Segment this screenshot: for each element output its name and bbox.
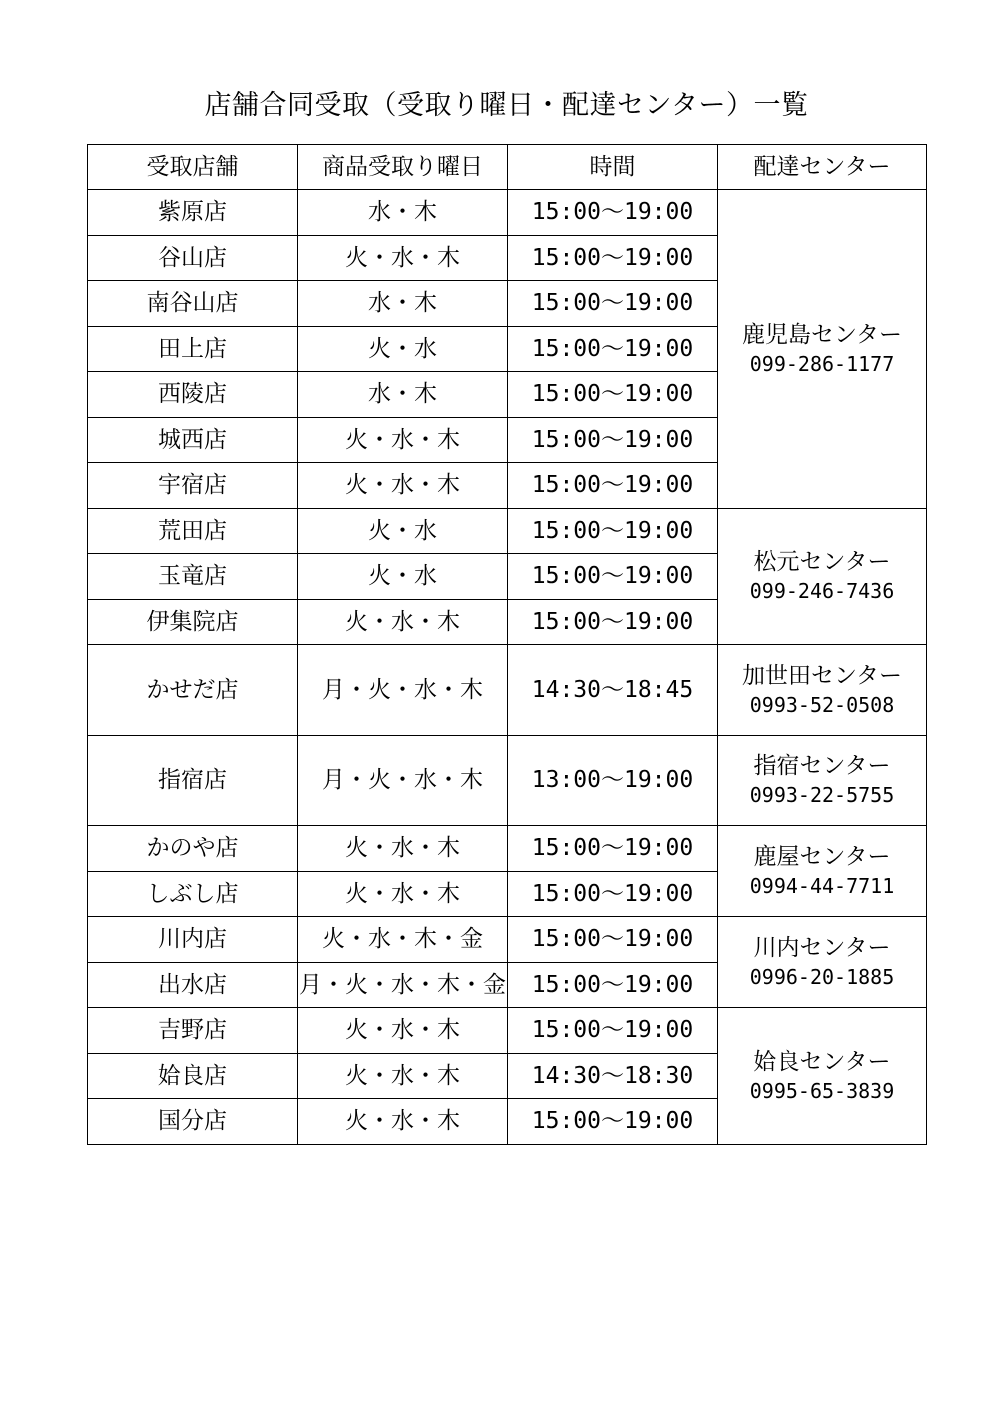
pickup-days: 火・水・木: [298, 1053, 508, 1099]
pickup-time: 15:00〜19:00: [508, 962, 718, 1008]
store-name: 荒田店: [88, 508, 298, 554]
pickup-days: 水・木: [298, 190, 508, 236]
pickup-days: 月・火・水・木: [298, 735, 508, 826]
table-row: [88, 735, 927, 826]
store-name: 田上店: [88, 326, 298, 372]
pickup-days: 火・水: [298, 554, 508, 600]
store-name: 川内店: [88, 917, 298, 963]
pickup-time: 13:00〜19:00: [508, 735, 718, 826]
header-store: 受取店舗: [88, 145, 298, 190]
pickup-time: 15:00〜19:00: [508, 508, 718, 554]
center-tel: 0996-20-1885: [749, 965, 895, 989]
center-cell: [718, 190, 927, 509]
pickup-days: 火・水・木: [298, 417, 508, 463]
store-name: 西陵店: [88, 372, 298, 418]
store-name: 出水店: [88, 962, 298, 1008]
center-tel: 0993-22-5755: [749, 783, 895, 808]
pickup-time: 15:00〜19:00: [508, 417, 718, 463]
pickup-days: 火・水・木: [298, 1008, 508, 1054]
pickup-days: 火・水・木: [298, 826, 508, 872]
pickup-time: 15:00〜19:00: [508, 826, 718, 872]
header-center: 配達センター: [718, 145, 927, 190]
store-name: 国分店: [88, 1099, 298, 1145]
store-name: 姶良店: [88, 1053, 298, 1099]
pickup-time: 15:00〜19:00: [508, 917, 718, 963]
pickup-days: 水・木: [298, 281, 508, 327]
pickup-days: 火・水・木: [298, 235, 508, 281]
center-tel: 0994-44-7711: [749, 874, 895, 898]
store-name: かせだ店: [88, 645, 298, 736]
store-name: 南谷山店: [88, 281, 298, 327]
store-name: かのや店: [88, 826, 298, 872]
pickup-time: 15:00〜19:00: [508, 599, 718, 645]
store-name: 玉竜店: [88, 554, 298, 600]
pickup-days: 月・火・水・木: [298, 645, 508, 736]
center-name: 鹿児島センター: [741, 321, 903, 348]
table-row: [88, 645, 927, 736]
center-tel: 099-286-1177: [749, 351, 895, 376]
center-tel: 0993-52-0508: [749, 692, 895, 717]
center-cell: [718, 1008, 927, 1145]
pickup-days: 火・水・木: [298, 871, 508, 917]
header-time: 時間: [508, 145, 718, 190]
center-name: 指宿センター: [753, 753, 891, 780]
pickup-days: 火・水・木・金: [298, 917, 508, 963]
center-name: 松元センター: [753, 549, 891, 576]
table-header-row: [88, 145, 927, 190]
store-name: 城西店: [88, 417, 298, 463]
center-name: 川内センター: [753, 935, 891, 961]
table-row: [88, 1008, 927, 1054]
table-row: [88, 826, 927, 872]
pickup-time: 15:00〜19:00: [508, 326, 718, 372]
pickup-time: 14:30〜18:30: [508, 1053, 718, 1099]
pickup-days: 水・木: [298, 372, 508, 418]
table-row: [88, 190, 927, 236]
store-name: 伊集院店: [88, 599, 298, 645]
store-name: 谷山店: [88, 235, 298, 281]
pickup-time: 15:00〜19:00: [508, 1008, 718, 1054]
store-name: 指宿店: [88, 735, 298, 826]
store-name: 吉野店: [88, 1008, 298, 1054]
pickup-days: 火・水・木: [298, 599, 508, 645]
page-title: 店舗合同受取（受取り曜日・配達センター）一覧: [204, 90, 809, 121]
center-tel: 099-246-7436: [749, 579, 895, 604]
pickup-days: 火・水: [298, 508, 508, 554]
table-row: [88, 508, 927, 554]
center-cell: [718, 508, 927, 645]
pickup-time: 15:00〜19:00: [508, 190, 718, 236]
center-cell: [718, 735, 927, 826]
pickup-time: 15:00〜19:00: [508, 281, 718, 327]
store-name: しぶし店: [88, 871, 298, 917]
pickup-time: 15:00〜19:00: [508, 554, 718, 600]
pickup-days: 火・水・木: [298, 463, 508, 509]
header-days: 商品受取り曜日: [298, 145, 508, 190]
table-row: [88, 917, 927, 963]
pickup-days: 火・水・木: [298, 1099, 508, 1145]
pickup-time: 15:00〜19:00: [508, 463, 718, 509]
pickup-time: 15:00〜19:00: [508, 1099, 718, 1145]
pickup-time: 15:00〜19:00: [508, 235, 718, 281]
center-tel: 0995-65-3839: [749, 1078, 895, 1103]
center-name: 加世田センター: [741, 662, 903, 689]
center-cell: [718, 917, 927, 1008]
pickup-days: 月・火・水・木・金: [298, 962, 508, 1008]
pickup-days: 火・水: [298, 326, 508, 372]
center-name: 鹿屋センター: [753, 844, 891, 870]
pickup-time: 14:30〜18:45: [508, 645, 718, 736]
center-cell: [718, 826, 927, 917]
store-name: 紫原店: [88, 190, 298, 236]
pickup-time: 15:00〜19:00: [508, 871, 718, 917]
center-cell: [718, 645, 927, 736]
store-table: [87, 144, 927, 1145]
pickup-time: 15:00〜19:00: [508, 372, 718, 418]
store-name: 宇宿店: [88, 463, 298, 509]
center-name: 姶良センター: [753, 1048, 891, 1075]
